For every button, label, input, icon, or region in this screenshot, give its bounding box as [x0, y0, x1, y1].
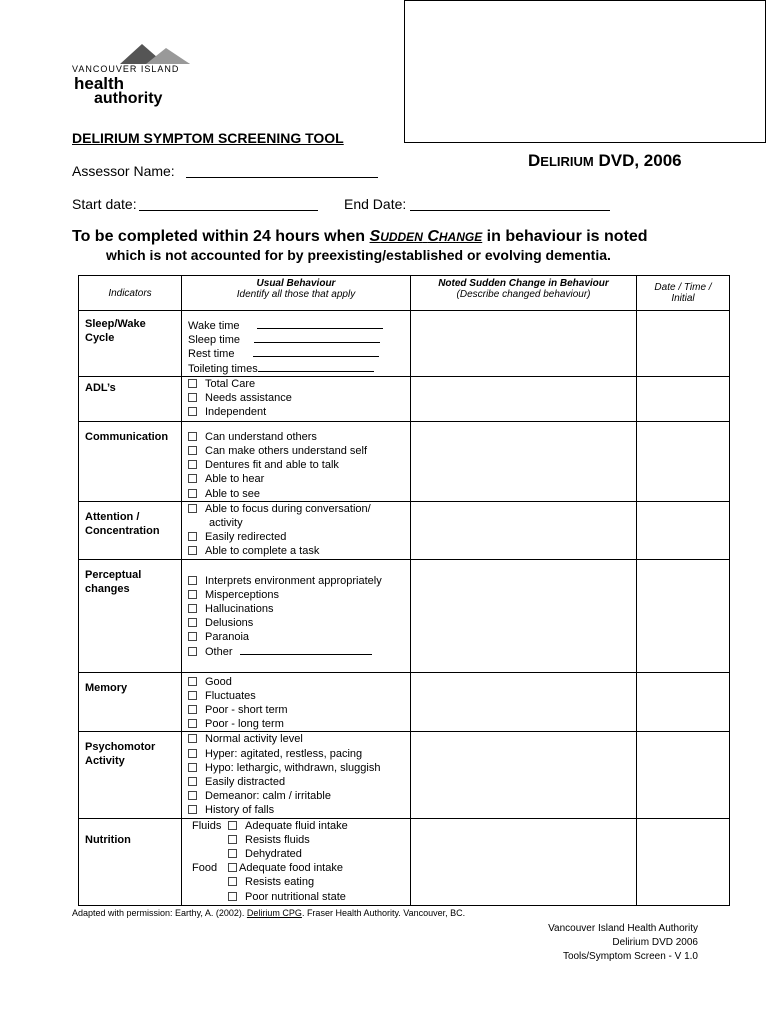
food-label: Food: [192, 862, 218, 875]
option-able-to-focus[interactable]: Able to focus during conversation/: [188, 502, 410, 516]
indicator-adl: ADL’s: [79, 376, 182, 421]
checkbox[interactable]: [188, 734, 197, 743]
option-independent[interactable]: Independent: [188, 405, 410, 419]
header-date: Date / Time / Initial: [637, 276, 730, 311]
wake-time-field[interactable]: [257, 319, 383, 329]
option-total-care[interactable]: Total Care: [188, 377, 410, 391]
option-adequate-fluid[interactable]: Adequate fluid intake: [228, 820, 348, 832]
indicator-perceptual: Perceptual changes: [79, 559, 182, 672]
option-able-to-focus-cont: activity: [209, 517, 243, 530]
checkbox[interactable]: [188, 460, 197, 469]
noted-cell[interactable]: [411, 559, 637, 672]
date-cell[interactable]: [637, 421, 730, 501]
footer-citation: Adapted with permission: Earthy, A. (2002). Delirium CPG. Fraser Health Authority. Vancouver, BC.: [72, 908, 466, 918]
option-understand-others[interactable]: Can understand others: [188, 430, 410, 444]
fluids-label: Fluids: [192, 819, 222, 832]
checkbox[interactable]: [188, 705, 197, 714]
indicator-attention: Attention / Concentration: [79, 501, 182, 559]
logo-line-3: authority: [94, 90, 163, 107]
wake-time-label: Wake time: [188, 320, 240, 332]
end-date-field[interactable]: [410, 210, 610, 211]
checkbox[interactable]: [188, 504, 197, 513]
option-hallucinations[interactable]: Hallucinations: [188, 602, 410, 616]
date-cell[interactable]: [637, 559, 730, 672]
indicator-memory: Memory: [79, 672, 182, 732]
option-needs-assistance[interactable]: Needs assistance: [188, 391, 410, 405]
noted-cell[interactable]: [411, 818, 637, 905]
indicator-nutrition: Nutrition: [79, 818, 182, 905]
logo-line-1: VANCOUVER ISLAND: [72, 64, 180, 74]
noted-cell[interactable]: [411, 732, 637, 818]
noted-cell[interactable]: [411, 421, 637, 501]
option-resists-eating[interactable]: Resists eating: [188, 875, 410, 889]
date-cell[interactable]: [637, 732, 730, 818]
checkbox[interactable]: [188, 489, 197, 498]
checkbox[interactable]: [228, 835, 237, 844]
option-poor-nutrition[interactable]: Poor nutritional state: [188, 890, 410, 904]
option-delusions[interactable]: Delusions: [188, 616, 410, 630]
assessor-field[interactable]: [186, 177, 378, 178]
logo: [72, 42, 202, 108]
noted-cell[interactable]: [411, 672, 637, 732]
indicator-psychomotor: Psychomotor Activity: [79, 732, 182, 818]
option-able-to-hear[interactable]: Able to hear: [188, 472, 410, 486]
toileting-times-label: Toileting times: [188, 362, 258, 375]
checkbox[interactable]: [228, 821, 237, 830]
date-cell[interactable]: [637, 311, 730, 377]
footer-org: Vancouver Island Health Authority: [548, 923, 698, 934]
table-row: [79, 559, 730, 672]
option-complete-task[interactable]: Able to complete a task: [188, 544, 410, 558]
date-cell[interactable]: [637, 672, 730, 732]
noted-cell[interactable]: [411, 311, 637, 377]
checkbox[interactable]: [188, 749, 197, 758]
option-normal-activity[interactable]: Normal activity level: [188, 732, 410, 746]
instruction-subheading: which is not accounted for by preexisting/established or evolving dementia.: [106, 247, 611, 263]
date-cell[interactable]: [637, 818, 730, 905]
option-poor-short[interactable]: Poor - short term: [188, 703, 410, 717]
table-row: [79, 376, 730, 421]
start-date-label: Start date:: [72, 196, 137, 212]
option-paranoia[interactable]: Paranoia: [188, 630, 410, 644]
checkbox[interactable]: [188, 791, 197, 800]
sleep-time-label: Sleep time: [188, 334, 240, 347]
noted-cell[interactable]: [411, 501, 637, 559]
mountain-icon: [120, 42, 190, 64]
option-fluctuates[interactable]: Fluctuates: [188, 689, 410, 703]
header-usual: Usual Behaviour Identify all those that apply: [182, 276, 411, 311]
checkbox[interactable]: [188, 432, 197, 441]
option-resists-fluids[interactable]: Resists fluids: [188, 833, 410, 847]
checkbox[interactable]: [188, 590, 197, 599]
option-able-to-see[interactable]: Able to see: [188, 487, 410, 501]
option-dehydrated[interactable]: Dehydrated: [188, 847, 410, 861]
table-row: [79, 311, 730, 377]
option-misperceptions[interactable]: Misperceptions: [188, 588, 410, 602]
header-noted: Noted Sudden Change in Behaviour (Describe changed behaviour): [411, 276, 637, 311]
footer-dvd: Delirium DVD 2006: [612, 937, 698, 948]
start-date-field[interactable]: [139, 210, 318, 211]
option-adequate-food[interactable]: Adequate food intake: [228, 862, 343, 874]
footer-doc-id: Tools/Symptom Screen - V 1.0: [562, 951, 698, 962]
checkbox[interactable]: [228, 863, 237, 872]
checkbox[interactable]: [188, 576, 197, 585]
checkbox[interactable]: [228, 877, 237, 886]
sleep-time-field[interactable]: [254, 333, 380, 343]
date-cell[interactable]: [637, 501, 730, 559]
option-easily-redirected[interactable]: Easily redirected: [188, 530, 410, 544]
option-easily-distracted[interactable]: Easily distracted: [188, 775, 410, 789]
option-hypo[interactable]: Hypo: lethargic, withdrawn, sluggish: [188, 761, 410, 775]
checkbox[interactable]: [188, 719, 197, 728]
indicator-sleep: Sleep/Wake Cycle: [79, 311, 182, 377]
checkbox[interactable]: [188, 407, 197, 416]
table-row: [79, 818, 730, 905]
checkbox[interactable]: [188, 777, 197, 786]
rest-time-field[interactable]: [253, 347, 379, 357]
instruction-heading: To be completed within 24 hours when SUDDEN CHANGE in behaviour is noted: [72, 228, 648, 245]
option-other[interactable]: Other: [188, 645, 410, 659]
checkbox[interactable]: [188, 763, 197, 772]
checkbox[interactable]: [188, 474, 197, 483]
noted-cell[interactable]: [411, 376, 637, 421]
end-date-label: End Date:: [344, 196, 407, 212]
label-box: [404, 0, 766, 143]
option-hyper[interactable]: Hyper: agitated, restless, pacing: [188, 747, 410, 761]
logo-line-2: health: [74, 74, 125, 93]
checkbox[interactable]: [228, 892, 237, 901]
checkbox[interactable]: [188, 393, 197, 402]
dvd-label: DELIRIUM DVD, 2006: [528, 151, 682, 170]
indicator-communication: Communication: [79, 421, 182, 501]
checkbox[interactable]: [188, 618, 197, 627]
date-cell[interactable]: [637, 376, 730, 421]
checkbox[interactable]: [188, 546, 197, 555]
checkbox[interactable]: [188, 677, 197, 686]
footer-version: [548, 922, 698, 964]
checkbox[interactable]: [188, 691, 197, 700]
table-row: [79, 732, 730, 818]
checkbox[interactable]: [188, 647, 197, 656]
table-row: [79, 501, 730, 559]
checkbox[interactable]: [188, 446, 197, 455]
header-indicators: Indicators: [79, 276, 182, 311]
checkbox[interactable]: [188, 632, 197, 641]
option-history-falls[interactable]: History of falls: [188, 803, 410, 817]
table-row: [79, 421, 730, 501]
option-demeanor[interactable]: Demeanor: calm / irritable: [188, 789, 410, 803]
option-poor-long[interactable]: Poor - long term: [188, 717, 410, 731]
checkbox[interactable]: [228, 849, 237, 858]
checkbox[interactable]: [188, 379, 197, 388]
option-good[interactable]: Good: [188, 675, 410, 689]
rest-time-label: Rest time: [188, 348, 235, 361]
checkbox[interactable]: [188, 532, 197, 541]
toileting-times-field[interactable]: [258, 362, 374, 372]
option-interprets-environment[interactable]: Interprets environment appropriately: [188, 574, 410, 588]
page-title: DELIRIUM SYMPTOM SCREENING TOOL: [72, 130, 344, 146]
assessor-label: Assessor Name:: [72, 163, 175, 179]
checkbox[interactable]: [188, 604, 197, 613]
other-field[interactable]: [240, 645, 372, 655]
option-make-understand[interactable]: Can make others understand self: [188, 444, 410, 458]
table-row: [79, 672, 730, 732]
option-dentures[interactable]: Dentures fit and able to talk: [188, 458, 410, 472]
checkbox[interactable]: [188, 805, 197, 814]
screening-table: [78, 275, 730, 906]
